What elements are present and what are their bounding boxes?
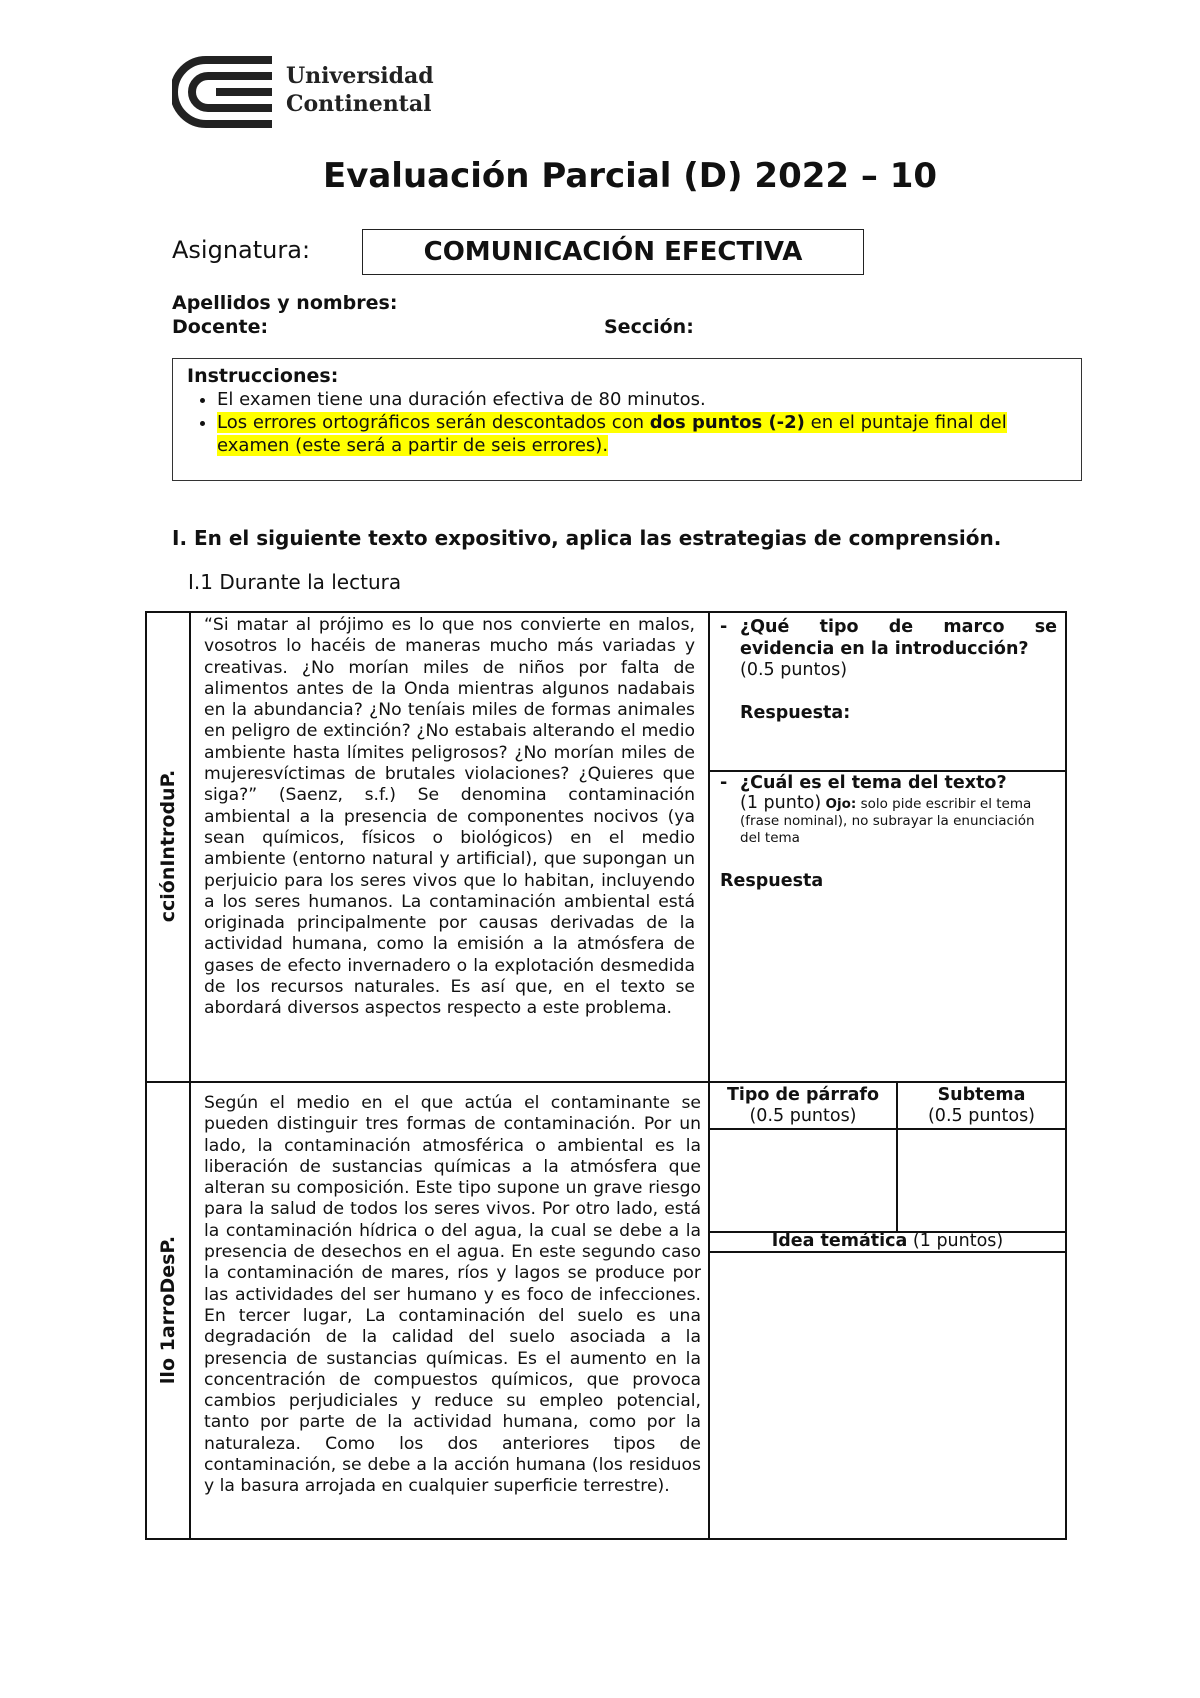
section-subtitle: I.1 Durante la lectura [188,570,402,594]
instruction-highlight [217,412,1007,456]
question-tema [720,773,1057,892]
question-title: ¿Qué tipo de marco se evidencia en la introducción? [740,617,1057,659]
paragraph-introduccion: “Si matar al prójimo es lo que nos convierte en malos, vosotros lo hacéis de maneras mucho más variadas y creativas. ¿No morían miles de niños por falta de alimentos antes de la Onda mientras algunos nadabais en la abundancia? ¿No teníais miles de formas animales en peligro de extinción? ¿No estabais alterando el medio ambiente hasta límites peligrosos? ¿No morían miles de mujeresvíctimas de brutales violaciones? ¿Quieres que siga?” (Saenz, s.f.) Se denomina contaminación ambiental a la presencia de componentes nocivos (ya sean químicos, físicos o biológicos) en el medio ambiente (entorno natural y artificial), que supongan un perjuicio para los seres vivos que lo habitan, incluyendo a los seres humanos. La contaminación ambiental está originada principalmente por causas derivadas de la actividad humana, como la emisión a la atmósfera de gases de efecto invernadero o la explotación desmedida de los recursos naturales. Es así que, en el texto se abordará diversos aspectos respecto a este problema. [204,615,695,1019]
tipo-parrafo-points: (0.5 puntos) [749,1106,857,1126]
question-note [720,792,1057,847]
answer-label: Respuesta: [740,702,851,723]
instruction-text: en el puntaje final del examen (este será a partir de seis errores). [217,412,1007,456]
section-title: I. En el siguiente texto expositivo, aplica las estrategias de comprensión. [172,526,1002,550]
instructions-title: Instrucciones: [187,365,339,387]
idea-tematica-header [710,1231,1065,1251]
nombres-label: Apellidos y nombres: [172,292,398,314]
asignatura-label: Asignatura: [172,236,311,264]
question-points: (0.5 puntos) [740,660,848,680]
university-name: Universidad Continental [286,63,434,117]
subtema-header [898,1085,1065,1127]
page-title: Evaluación Parcial (D) 2022 – 10 [322,156,938,196]
question-points: (1 punto) [740,792,822,813]
instructions-list [187,388,1067,457]
idea-tematica-label: Idea temática [771,1231,908,1251]
instruction-text: El examen tiene una duración efectiva de 80 minutos. [217,389,706,410]
row-label-desarrollo: llo 1arroDesP. [157,1235,179,1385]
instruction-item [217,411,1067,457]
instruction-bold: dos puntos (-2) [649,412,805,433]
table-divider [708,1128,1065,1130]
idea-tematica-points: (1 puntos) [907,1231,1004,1251]
table-divider [189,613,191,1538]
question-marco [720,617,1057,724]
university-logo-icon [172,56,272,128]
question-dash: - [720,773,728,793]
table-divider [708,770,1065,772]
subtema-points: (0.5 puntos) [927,1106,1036,1126]
table-divider [708,613,710,1538]
paragraph-desarrollo: Según el medio en el que actúa el contaminante se pueden distinguir tres formas de contaminación. Por un lado, la contaminación atmosférica o ambiental es la liberación de sustancias químicas a la atmósfera que alteran su composición. Este tipo supone un grave riesgo para la salud de todos los seres vivos. Por otro lado, está la contaminación hídrica o del agua, la cual se debe a la presencia de desechos en el agua. En este segundo caso la contaminación de mares, ríos y lagos se produce por las actividades del ser humano y es foco de infecciones. En tercer lugar, La contaminación del suelo es una degradación de la calidad del suelo asociada a la presencia de sustancias químicas. Es el aumento en la concentración de compuestos químicos, que provoca cambios perjudiciales y reduce su empleo potencial, tanto por parte de la actividad humana, como por la naturaleza. Como los dos anteriores tipos de contaminación, se debe a la acción humana (los residuos y la basura arrojada en cualquier superficie terrestre). [204,1093,701,1497]
instructions-box [172,358,1082,481]
tipo-parrafo-header [710,1085,896,1127]
ojo-label: Ojo: [825,795,857,812]
table-divider [147,1081,1065,1083]
note-text: solo pide escribir el tema (frase nominal), no subrayar la enunciación del tema [740,795,1035,846]
tipo-parrafo-label: Tipo de párrafo [726,1085,880,1105]
question-title: ¿Cuál es el tema del texto? [740,773,1007,793]
table-divider [708,1251,1065,1253]
answer-label: Respuesta [720,870,824,891]
instruction-text: Los errores ortográficos serán descontados con [217,412,650,433]
question-dash: - [720,617,728,637]
reading-table [145,611,1067,1540]
docente-label: Docente: [172,316,269,338]
seccion-label: Sección: [604,316,694,338]
instruction-item [217,388,1067,411]
asignatura-value: COMUNICACIÓN EFECTIVA [362,229,864,275]
row-label-introduccion: cciónIntroduP. [157,769,179,923]
subtema-label: Subtema [937,1085,1026,1105]
